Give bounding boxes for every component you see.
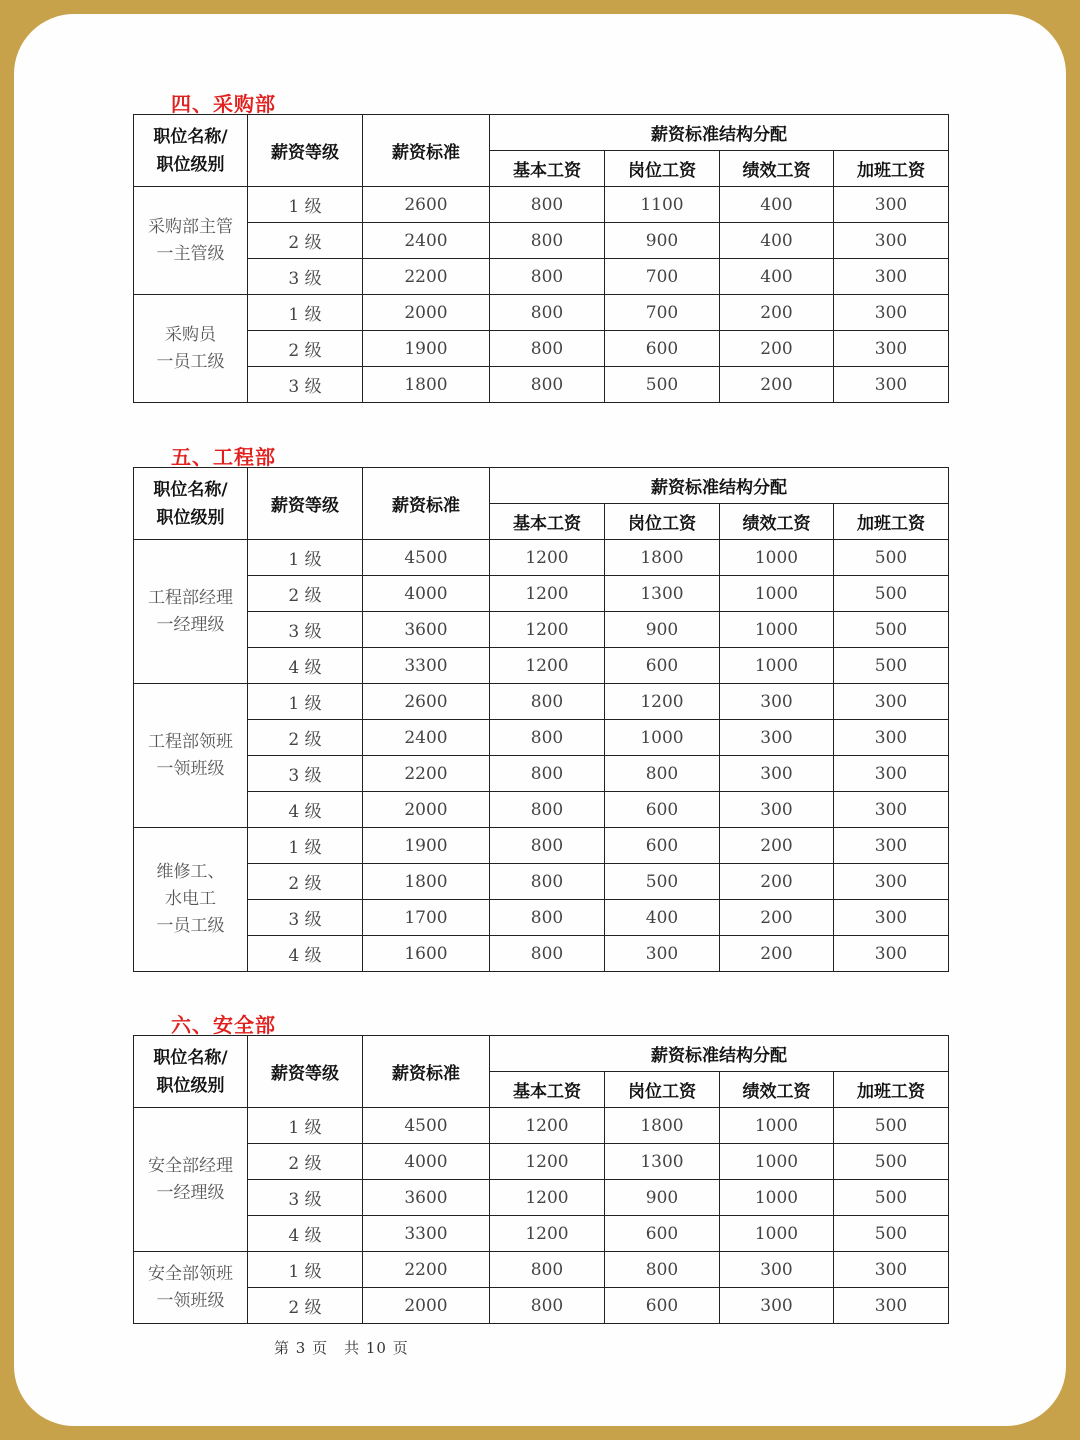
post-cell: 500 <box>605 367 720 403</box>
page-number: 第 3 页 共 10 页 <box>274 1339 409 1357</box>
overtime-cell: 300 <box>834 828 949 864</box>
grade-cell: 2 级 <box>248 720 363 756</box>
basic-cell: 800 <box>490 864 605 900</box>
grade-cell: 2 级 <box>248 331 363 367</box>
header-grade: 薪资等级 <box>248 115 363 187</box>
standard-cell: 2400 <box>363 223 490 259</box>
overtime-cell: 300 <box>834 187 949 223</box>
position-name-line: 采购部主管 <box>148 216 233 237</box>
grade-cell: 3 级 <box>248 367 363 403</box>
grade-cell: 3 级 <box>248 756 363 792</box>
overtime-cell: 300 <box>834 684 949 720</box>
position-name-line: 水电工 <box>165 889 216 909</box>
post-cell: 600 <box>605 1288 720 1324</box>
post-cell: 1800 <box>605 1108 720 1144</box>
document-page <box>14 14 1066 1426</box>
position-name-line: 一主管级 <box>156 243 225 264</box>
post-cell: 600 <box>605 1216 720 1252</box>
overtime-cell: 300 <box>834 259 949 295</box>
performance-cell: 200 <box>720 828 834 864</box>
performance-cell: 300 <box>720 756 834 792</box>
table-row <box>134 367 949 403</box>
table-row <box>134 576 949 612</box>
header-basic: 基本工资 <box>490 1072 605 1108</box>
header-row <box>134 115 949 151</box>
position-cell <box>134 295 248 403</box>
standard-cell: 3300 <box>363 648 490 684</box>
basic-cell: 800 <box>490 223 605 259</box>
section-title: 五、工程部 <box>171 445 276 469</box>
grade-cell: 3 级 <box>248 1180 363 1216</box>
header-overtime: 加班工资 <box>834 504 949 540</box>
performance-cell: 200 <box>720 331 834 367</box>
overtime-cell: 300 <box>834 900 949 936</box>
grade-cell: 3 级 <box>248 900 363 936</box>
position-name-line: 一领班级 <box>156 1290 225 1311</box>
basic-cell: 800 <box>490 936 605 972</box>
overtime-cell: 500 <box>834 648 949 684</box>
position-name-line: 维修工、 <box>156 862 225 882</box>
basic-cell: 1200 <box>490 1144 605 1180</box>
standard-cell: 4500 <box>363 540 490 576</box>
overtime-cell: 500 <box>834 1180 949 1216</box>
standard-cell: 1700 <box>363 900 490 936</box>
overtime-cell: 500 <box>834 1144 949 1180</box>
table-row <box>134 864 949 900</box>
post-cell: 600 <box>605 792 720 828</box>
position-cell <box>134 684 248 828</box>
basic-cell: 1200 <box>490 1180 605 1216</box>
standard-cell: 2000 <box>363 1288 490 1324</box>
performance-cell: 300 <box>720 1252 834 1288</box>
performance-cell: 1000 <box>720 1144 834 1180</box>
standard-cell: 4500 <box>363 1108 490 1144</box>
header-overtime: 加班工资 <box>834 1072 949 1108</box>
grade-cell: 4 级 <box>248 1216 363 1252</box>
basic-cell: 800 <box>490 367 605 403</box>
basic-cell: 1200 <box>490 540 605 576</box>
post-cell: 400 <box>605 900 720 936</box>
performance-cell: 400 <box>720 187 834 223</box>
table-row <box>134 187 949 223</box>
header-position-line: 职位级别 <box>156 154 225 175</box>
grade-cell: 2 级 <box>248 223 363 259</box>
post-cell: 700 <box>605 259 720 295</box>
standard-cell: 2000 <box>363 295 490 331</box>
position-name-line: 工程部领班 <box>148 731 233 752</box>
grade-cell: 2 级 <box>248 576 363 612</box>
overtime-cell: 300 <box>834 864 949 900</box>
table-row <box>134 648 949 684</box>
overtime-cell: 300 <box>834 223 949 259</box>
overtime-cell: 300 <box>834 367 949 403</box>
post-cell: 800 <box>605 1252 720 1288</box>
header-standard: 薪资标准 <box>363 468 490 540</box>
header-row <box>134 1036 949 1072</box>
performance-cell: 300 <box>720 792 834 828</box>
performance-cell: 1000 <box>720 576 834 612</box>
table-row <box>134 331 949 367</box>
grade-cell: 4 级 <box>248 792 363 828</box>
position-name-line: 一员工级 <box>156 916 225 936</box>
header-position-line: 职位级别 <box>156 1075 225 1096</box>
basic-cell: 1200 <box>490 576 605 612</box>
table-row <box>134 756 949 792</box>
performance-cell: 400 <box>720 259 834 295</box>
header-post: 岗位工资 <box>605 504 720 540</box>
position-name-line: 一经理级 <box>156 1182 225 1203</box>
header-position-line: 职位名称/ <box>153 126 228 147</box>
header-structure: 薪资标准结构分配 <box>490 1036 949 1072</box>
header-position <box>134 468 248 540</box>
performance-cell: 300 <box>720 684 834 720</box>
grade-cell: 1 级 <box>248 1108 363 1144</box>
table-row <box>134 540 949 576</box>
basic-cell: 800 <box>490 900 605 936</box>
standard-cell: 2200 <box>363 1252 490 1288</box>
header-performance: 绩效工资 <box>720 151 834 187</box>
overtime-cell: 500 <box>834 540 949 576</box>
post-cell: 300 <box>605 936 720 972</box>
header-structure: 薪资标准结构分配 <box>490 115 949 151</box>
post-cell: 1800 <box>605 540 720 576</box>
overtime-cell: 300 <box>834 756 949 792</box>
basic-cell: 800 <box>490 295 605 331</box>
header-overtime: 加班工资 <box>834 151 949 187</box>
overtime-cell: 300 <box>834 936 949 972</box>
header-performance: 绩效工资 <box>720 1072 834 1108</box>
post-cell: 600 <box>605 331 720 367</box>
table-row <box>134 612 949 648</box>
table-row <box>134 295 949 331</box>
overtime-cell: 300 <box>834 1252 949 1288</box>
standard-cell: 4000 <box>363 1144 490 1180</box>
basic-cell: 800 <box>490 187 605 223</box>
performance-cell: 200 <box>720 936 834 972</box>
performance-cell: 1000 <box>720 1180 834 1216</box>
header-standard: 薪资标准 <box>363 1036 490 1108</box>
table-row <box>134 684 949 720</box>
post-cell: 1200 <box>605 684 720 720</box>
grade-cell: 2 级 <box>248 864 363 900</box>
standard-cell: 2600 <box>363 187 490 223</box>
standard-cell: 1900 <box>363 331 490 367</box>
standard-cell: 3600 <box>363 612 490 648</box>
position-name-line: 安全部经理 <box>148 1155 233 1176</box>
table-row <box>134 936 949 972</box>
post-cell: 700 <box>605 295 720 331</box>
performance-cell: 200 <box>720 295 834 331</box>
position-cell <box>134 187 248 295</box>
basic-cell: 800 <box>490 1288 605 1324</box>
standard-cell: 4000 <box>363 576 490 612</box>
overtime-cell: 300 <box>834 792 949 828</box>
position-cell <box>134 540 248 684</box>
basic-cell: 1200 <box>490 1216 605 1252</box>
header-row <box>134 468 949 504</box>
grade-cell: 1 级 <box>248 1252 363 1288</box>
performance-cell: 1000 <box>720 612 834 648</box>
post-cell: 1100 <box>605 187 720 223</box>
position-name-line: 一领班级 <box>156 758 225 779</box>
post-cell: 1300 <box>605 576 720 612</box>
standard-cell: 2000 <box>363 792 490 828</box>
overtime-cell: 500 <box>834 1216 949 1252</box>
overtime-cell: 500 <box>834 576 949 612</box>
header-standard: 薪资标准 <box>363 115 490 187</box>
post-cell: 600 <box>605 648 720 684</box>
grade-cell: 4 级 <box>248 648 363 684</box>
basic-cell: 800 <box>490 756 605 792</box>
grade-cell: 1 级 <box>248 187 363 223</box>
basic-cell: 1200 <box>490 648 605 684</box>
grade-cell: 2 级 <box>248 1144 363 1180</box>
performance-cell: 200 <box>720 864 834 900</box>
table-row <box>134 1108 949 1144</box>
table-row <box>134 792 949 828</box>
basic-cell: 800 <box>490 720 605 756</box>
standard-cell: 2600 <box>363 684 490 720</box>
grade-cell: 1 级 <box>248 684 363 720</box>
grade-cell: 4 级 <box>248 936 363 972</box>
salary-table <box>133 114 949 403</box>
performance-cell: 400 <box>720 223 834 259</box>
performance-cell: 200 <box>720 900 834 936</box>
standard-cell: 1600 <box>363 936 490 972</box>
standard-cell: 3300 <box>363 1216 490 1252</box>
table-row <box>134 1144 949 1180</box>
performance-cell: 300 <box>720 1288 834 1324</box>
basic-cell: 800 <box>490 792 605 828</box>
overtime-cell: 500 <box>834 1108 949 1144</box>
post-cell: 1300 <box>605 1144 720 1180</box>
table-row <box>134 1252 949 1288</box>
overtime-cell: 300 <box>834 295 949 331</box>
post-cell: 500 <box>605 864 720 900</box>
position-name-line: 一经理级 <box>156 614 225 635</box>
header-position <box>134 115 248 187</box>
performance-cell: 1000 <box>720 1216 834 1252</box>
table-row <box>134 223 949 259</box>
basic-cell: 800 <box>490 1252 605 1288</box>
position-name-line: 工程部经理 <box>148 587 233 608</box>
basic-cell: 800 <box>490 331 605 367</box>
salary-table <box>133 467 949 972</box>
header-position-line: 职位名称/ <box>153 479 228 500</box>
grade-cell: 3 级 <box>248 612 363 648</box>
performance-cell: 300 <box>720 720 834 756</box>
grade-cell: 3 级 <box>248 259 363 295</box>
table-row <box>134 1180 949 1216</box>
post-cell: 900 <box>605 1180 720 1216</box>
post-cell: 600 <box>605 828 720 864</box>
basic-cell: 800 <box>490 259 605 295</box>
basic-cell: 1200 <box>490 1108 605 1144</box>
overtime-cell: 300 <box>834 1288 949 1324</box>
performance-cell: 200 <box>720 367 834 403</box>
table-row <box>134 1216 949 1252</box>
table-row <box>134 720 949 756</box>
grade-cell: 2 级 <box>248 1288 363 1324</box>
table-row <box>134 259 949 295</box>
table-row <box>134 900 949 936</box>
standard-cell: 1800 <box>363 367 490 403</box>
header-basic: 基本工资 <box>490 504 605 540</box>
standard-cell: 2200 <box>363 756 490 792</box>
standard-cell: 2200 <box>363 259 490 295</box>
standard-cell: 3600 <box>363 1180 490 1216</box>
table-row <box>134 1288 949 1324</box>
performance-cell: 1000 <box>720 1108 834 1144</box>
basic-cell: 800 <box>490 684 605 720</box>
position-cell <box>134 1252 248 1324</box>
grade-cell: 1 级 <box>248 828 363 864</box>
header-position-line: 职位级别 <box>156 507 225 528</box>
post-cell: 900 <box>605 223 720 259</box>
standard-cell: 1800 <box>363 864 490 900</box>
basic-cell: 800 <box>490 828 605 864</box>
basic-cell: 1200 <box>490 612 605 648</box>
post-cell: 1000 <box>605 720 720 756</box>
grade-cell: 1 级 <box>248 295 363 331</box>
standard-cell: 2400 <box>363 720 490 756</box>
position-name-line: 采购员 <box>165 324 216 345</box>
grade-cell: 1 级 <box>248 540 363 576</box>
standard-cell: 1900 <box>363 828 490 864</box>
header-post: 岗位工资 <box>605 1072 720 1108</box>
header-position <box>134 1036 248 1108</box>
performance-cell: 1000 <box>720 648 834 684</box>
post-cell: 800 <box>605 756 720 792</box>
header-basic: 基本工资 <box>490 151 605 187</box>
section-title: 四、采购部 <box>171 92 276 116</box>
header-performance: 绩效工资 <box>720 504 834 540</box>
overtime-cell: 300 <box>834 331 949 367</box>
position-cell <box>134 1108 248 1252</box>
table-row <box>134 828 949 864</box>
header-structure: 薪资标准结构分配 <box>490 468 949 504</box>
salary-table <box>133 1035 949 1324</box>
header-grade: 薪资等级 <box>248 468 363 540</box>
overtime-cell: 300 <box>834 720 949 756</box>
position-cell <box>134 828 248 972</box>
position-name-line: 安全部领班 <box>148 1263 233 1284</box>
header-position-line: 职位名称/ <box>153 1047 228 1068</box>
position-name-line: 一员工级 <box>156 351 225 372</box>
post-cell: 900 <box>605 612 720 648</box>
header-grade: 薪资等级 <box>248 1036 363 1108</box>
section-title: 六、安全部 <box>171 1013 276 1037</box>
overtime-cell: 500 <box>834 612 949 648</box>
header-post: 岗位工资 <box>605 151 720 187</box>
performance-cell: 1000 <box>720 540 834 576</box>
